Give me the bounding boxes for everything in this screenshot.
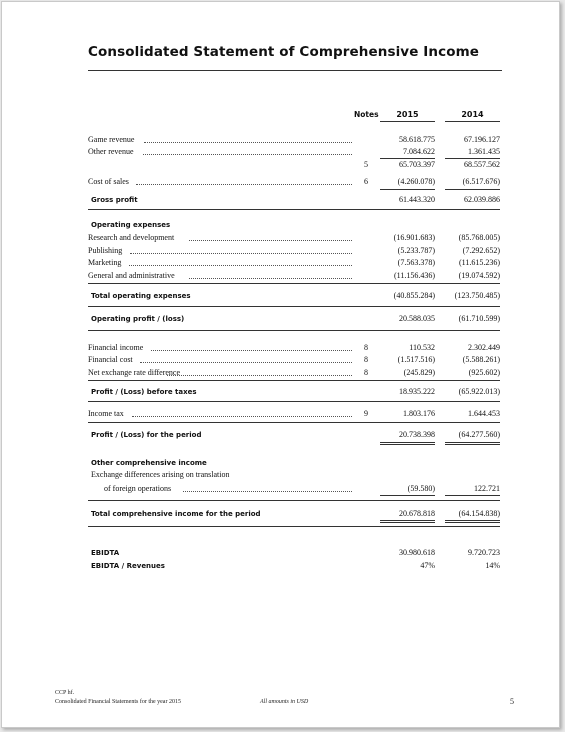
year-2015-header: 2015 [396, 110, 419, 119]
value-2014: (19.074.592) [458, 271, 500, 280]
double-rule-2014 [445, 520, 500, 521]
row-label: EBIDTA / Revenues [91, 562, 165, 570]
row-opex-heading [2, 219, 559, 232]
value-2014: 68.557.562 [464, 160, 500, 169]
value-2015: 61.443.320 [399, 195, 435, 204]
value-2015: (7.563.378) [397, 258, 435, 267]
value-2014: 9.720.723 [468, 548, 500, 557]
row-ebitda [2, 547, 559, 560]
value-2015: (40.855.284) [393, 291, 435, 300]
header-rule-2015 [380, 121, 435, 122]
row-label: Gross profit [91, 196, 138, 204]
subtotal-rule-2014 [445, 495, 500, 496]
leader-dots [129, 265, 352, 266]
row-label: Research and development [88, 233, 175, 242]
section-rule [88, 209, 500, 210]
double-rule-2015 [380, 522, 435, 523]
value-2014: (5.588.261) [462, 355, 500, 364]
row-label: EBIDTA [91, 549, 120, 557]
value-2014: 2.302.449 [468, 343, 500, 352]
note-ref: 6 [364, 177, 368, 186]
value-2015: 110.532 [409, 343, 435, 352]
section-rule [88, 380, 500, 381]
value-2014: 1.644.453 [468, 409, 500, 418]
section-rule [88, 526, 500, 527]
section-rule [88, 306, 500, 307]
footer-document: Consolidated Financial Statements for the year 2015 [55, 699, 181, 705]
value-2015: 20.738.398 [399, 430, 435, 439]
row-gross-profit [2, 194, 559, 207]
row-exchange-diff-heading [2, 469, 559, 482]
value-2014: (7.292.652) [462, 246, 500, 255]
value-2015: 47% [420, 561, 435, 570]
row-label: Operating profit / (loss) [91, 315, 185, 323]
section-rule [88, 283, 500, 284]
value-2015: (59.580) [407, 484, 435, 493]
value-2014: 14% [485, 561, 500, 570]
leader-dots [167, 375, 352, 376]
page-number: 5 [510, 697, 514, 706]
row-label: Profit / (Loss) for the period [91, 431, 202, 439]
year-2014-header: 2014 [461, 110, 484, 119]
row-label: Exchange differences arising on translation [91, 470, 230, 479]
value-2014: (6.517.676) [462, 177, 500, 186]
note-ref: 8 [364, 343, 368, 352]
row-label: of foreign operations [104, 484, 172, 493]
value-2014: (65.922.013) [458, 387, 500, 396]
section-rule [88, 500, 500, 501]
row-label: Total operating expenses [91, 292, 191, 300]
double-rule-2014 [445, 442, 500, 443]
value-2015: 1.803.176 [403, 409, 435, 418]
leader-dots [132, 416, 352, 417]
row-label: Cost of sales [88, 177, 129, 186]
value-2014: (123.750.485) [454, 291, 500, 300]
double-rule-2014 [445, 522, 500, 523]
header-rule-2014 [445, 121, 500, 122]
row-label: Publishing [88, 246, 123, 255]
value-2014: (11.615.236) [458, 258, 500, 267]
leader-dots [144, 142, 352, 143]
value-2014: 62.039.886 [464, 195, 500, 204]
row-financial-cost [2, 354, 559, 367]
value-2015: 58.618.775 [399, 135, 435, 144]
row-income-tax [2, 408, 559, 421]
subtotal-rule-2015 [380, 189, 435, 190]
row-marketing [2, 257, 559, 270]
row-total-opex [2, 290, 559, 303]
leader-dots [140, 362, 352, 363]
value-2015: (11.156.436) [393, 271, 435, 280]
footer-amounts-note: All amounts in USD [260, 699, 309, 705]
notes-header: Notes [354, 110, 379, 119]
note-ref: 9 [364, 409, 368, 418]
value-2014: 67.196.127 [464, 135, 500, 144]
row-label: Total comprehensive income for the period [91, 510, 261, 518]
value-2015: (4.260.078) [397, 177, 435, 186]
double-rule-2015 [380, 442, 435, 443]
row-label: General and administrative [88, 271, 175, 280]
page-title: Consolidated Statement of Comprehensive Income [88, 44, 479, 60]
value-2014: (85.768.005) [458, 233, 500, 242]
leader-dots [183, 491, 352, 492]
row-label: Other revenue [88, 147, 134, 156]
value-2014: (64.154.838) [458, 509, 500, 518]
value-2014: (61.710.599) [458, 314, 500, 323]
value-2015: 30.980.618 [399, 548, 435, 557]
row-label: Profit / (Loss) before taxes [91, 388, 197, 396]
row-rnd [2, 232, 559, 245]
value-2015: 18.935.222 [399, 387, 435, 396]
row-label: Marketing [88, 258, 122, 267]
value-2014: 1.361.435 [468, 147, 500, 156]
leader-dots [130, 253, 352, 254]
value-2015: (1.517.516) [397, 355, 435, 364]
row-general-admin [2, 270, 559, 283]
value-2015: 7.084.622 [403, 147, 435, 156]
value-2014: 122.721 [474, 484, 500, 493]
statement-page [1, 1, 560, 728]
title-rule [88, 70, 502, 71]
leader-dots [189, 240, 352, 241]
row-profit-for-period [2, 429, 559, 442]
note-ref: 5 [364, 160, 368, 169]
value-2015: 20.588.035 [399, 314, 435, 323]
row-profit-before-taxes [2, 386, 559, 399]
note-ref: 8 [364, 355, 368, 364]
section-rule [88, 330, 500, 331]
section-heading: Operating expenses [91, 221, 171, 229]
double-rule-2015 [380, 520, 435, 521]
double-rule-2014 [445, 444, 500, 445]
leader-dots [136, 184, 352, 185]
double-rule-2015 [380, 444, 435, 445]
leader-dots [151, 350, 352, 351]
subtotal-rule-2014 [445, 189, 500, 190]
subtotal-rule-2015 [380, 495, 435, 496]
value-2015: 20.678.818 [399, 509, 435, 518]
value-2015: (5.233.787) [397, 246, 435, 255]
row-label: Financial cost [88, 355, 133, 364]
value-2015: (245.829) [403, 368, 435, 377]
leader-dots [143, 154, 352, 155]
note-ref: 8 [364, 368, 368, 377]
value-2014: (925.602) [468, 368, 500, 377]
row-label: Game revenue [88, 135, 135, 144]
section-heading: Other comprehensive income [91, 459, 207, 467]
row-ebitda-revenues [2, 560, 559, 573]
row-label: Net exchange rate difference [88, 368, 181, 377]
section-rule [88, 422, 500, 423]
value-2014: (64.277.560) [458, 430, 500, 439]
section-rule [88, 401, 500, 402]
row-exchange-rate-difference [2, 367, 559, 380]
value-2015: 65.703.397 [399, 160, 435, 169]
row-operating-profit [2, 313, 559, 326]
leader-dots [189, 278, 352, 279]
row-cost-of-sales [2, 176, 559, 189]
row-label: Financial income [88, 343, 144, 352]
footer-company: CCP hf. [55, 690, 75, 696]
value-2015: (16.901.683) [393, 233, 435, 242]
row-label: Income tax [88, 409, 124, 418]
row-revenue-total [2, 159, 559, 172]
